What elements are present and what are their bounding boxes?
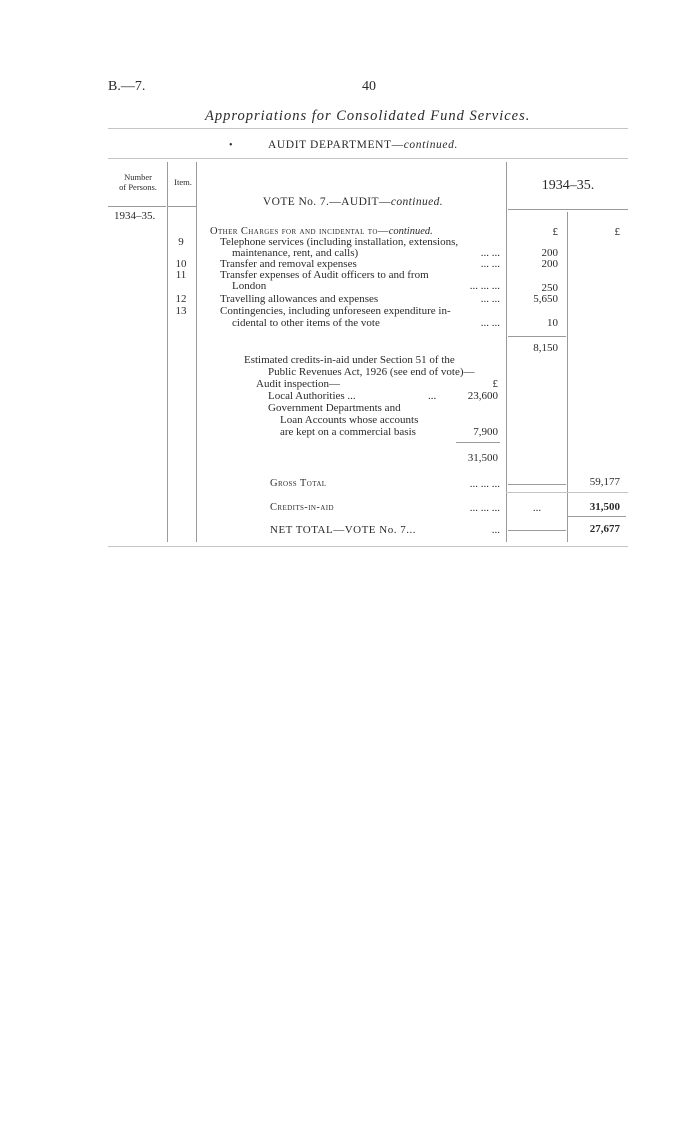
credits-text-line-2: Public Revenues Act, 1926 (see end of vote)— bbox=[268, 366, 475, 378]
local-authorities-amount: 23,600 bbox=[467, 390, 498, 402]
persons-header-line-2: of Persons. bbox=[119, 182, 157, 192]
persons-year: 1934–35. bbox=[114, 210, 156, 222]
gross-total-value: 59,177 bbox=[589, 476, 620, 488]
item-10-amount: 200 bbox=[541, 258, 558, 270]
net-total-dash bbox=[508, 530, 566, 531]
govt-departments-amount: 7,900 bbox=[473, 426, 498, 438]
item-number-12: 12 bbox=[175, 293, 187, 305]
table-bottom-rule bbox=[108, 546, 628, 547]
persons-header-rule bbox=[108, 206, 166, 207]
item-11-text-line-2: London bbox=[232, 280, 267, 292]
item-9-text-line-1: Telephone services (including installation, extensions, bbox=[220, 236, 459, 248]
department-rule bbox=[108, 158, 628, 159]
item-9-amount: 200 bbox=[541, 247, 558, 259]
department-cont: continued. bbox=[403, 139, 458, 151]
govt-departments-line-2: Loan Accounts whose accounts bbox=[280, 414, 419, 426]
credits-text-line-3: Audit inspection— bbox=[256, 378, 341, 390]
credits-total-rule bbox=[456, 442, 500, 443]
page-heading: Appropriations for Consolidated Fund Services. bbox=[205, 108, 531, 124]
item-12-text: Travelling allowances and expenses bbox=[220, 293, 379, 305]
credits-currency: £ bbox=[492, 378, 498, 390]
govt-departments-line-1: Government Departments and bbox=[268, 402, 401, 414]
page-ref: B.—7. bbox=[108, 79, 146, 94]
credits-in-aid-dots: ... ... ... bbox=[469, 502, 500, 514]
currency-column-b: £ bbox=[614, 226, 620, 238]
vote-title-main: VOTE No. 7.—AUDIT— bbox=[262, 196, 391, 208]
persons-header-line-1: Number bbox=[124, 172, 152, 182]
govt-departments-line-3: are kept on a commercial basis bbox=[280, 426, 416, 438]
net-total-dots: ... bbox=[491, 524, 500, 536]
bullet-mark: • bbox=[229, 140, 233, 151]
department-title bbox=[268, 139, 458, 151]
vote-title-cont: continued. bbox=[390, 196, 444, 208]
credits-text-line-1: Estimated credits-in-aid under Section 51 of the bbox=[244, 354, 455, 366]
item-9-text-line-2: maintenance, rent, and calls) bbox=[232, 247, 359, 259]
column-rule-description bbox=[506, 162, 507, 542]
vote-title bbox=[200, 196, 506, 208]
item-number-11: 11 bbox=[175, 269, 187, 281]
year-header-rule bbox=[508, 209, 628, 210]
item-11-text-line-1: Transfer expenses of Audit officers to and from bbox=[220, 269, 429, 281]
item-11-dots: ... ... ... bbox=[469, 280, 500, 292]
gross-total-rule bbox=[506, 492, 628, 493]
column-rule-item bbox=[196, 162, 197, 542]
subtotal-rule bbox=[508, 336, 566, 337]
charges-heading-main: Other Charges for and incidental to— bbox=[210, 226, 389, 237]
item-13-text-line-1: Contingencies, including unforeseen expenditure in- bbox=[220, 305, 451, 317]
credits-total: 31,500 bbox=[467, 452, 498, 464]
charges-heading-cont: continued. bbox=[388, 226, 433, 237]
net-total-rule bbox=[568, 516, 626, 517]
net-total-label: NET TOTAL—VOTE No. 7... bbox=[270, 524, 416, 536]
item-13-dots: ... ... bbox=[480, 317, 500, 329]
item-10-text: Transfer and removal expenses bbox=[220, 258, 357, 270]
item-number-13: 13 bbox=[175, 305, 187, 317]
persons-header bbox=[110, 172, 166, 192]
net-total-value: 27,677 bbox=[589, 523, 620, 535]
item-11-amount: 250 bbox=[541, 282, 558, 294]
item-number-9: 9 bbox=[178, 236, 184, 248]
gross-total-dots: ... ... ... bbox=[469, 478, 500, 490]
credits-in-aid-label: Credits-in-aid bbox=[270, 502, 334, 513]
item-header: Item. bbox=[174, 177, 192, 187]
gross-total-label: Gross Total bbox=[270, 478, 327, 489]
credits-in-aid-value: 31,500 bbox=[589, 501, 620, 513]
item-9-dots: ... ... bbox=[480, 247, 500, 259]
local-authorities-dots: ... bbox=[428, 390, 437, 402]
credits-in-aid-mid: ... bbox=[532, 502, 542, 514]
item-number-10: 10 bbox=[175, 258, 187, 270]
local-authorities-label: Local Authorities ... bbox=[268, 390, 356, 402]
item-10-dots: ... ... bbox=[480, 258, 500, 270]
charges-subtotal: 8,150 bbox=[533, 342, 558, 354]
department-main: AUDIT DEPARTMENT— bbox=[268, 139, 404, 151]
currency-column-a: £ bbox=[552, 226, 558, 238]
heading-rule bbox=[108, 128, 628, 129]
year-header: 1934–35. bbox=[541, 178, 595, 193]
page-number: 40 bbox=[362, 79, 376, 94]
item-12-dots: ... ... bbox=[480, 293, 500, 305]
item-header-rule bbox=[168, 206, 196, 207]
column-rule-persons bbox=[167, 162, 168, 542]
item-12-amount: 5,650 bbox=[533, 293, 558, 305]
item-13-amount: 10 bbox=[547, 317, 558, 329]
gross-total-dash bbox=[508, 484, 566, 485]
item-13-text-line-2: cidental to other items of the vote bbox=[232, 317, 380, 329]
